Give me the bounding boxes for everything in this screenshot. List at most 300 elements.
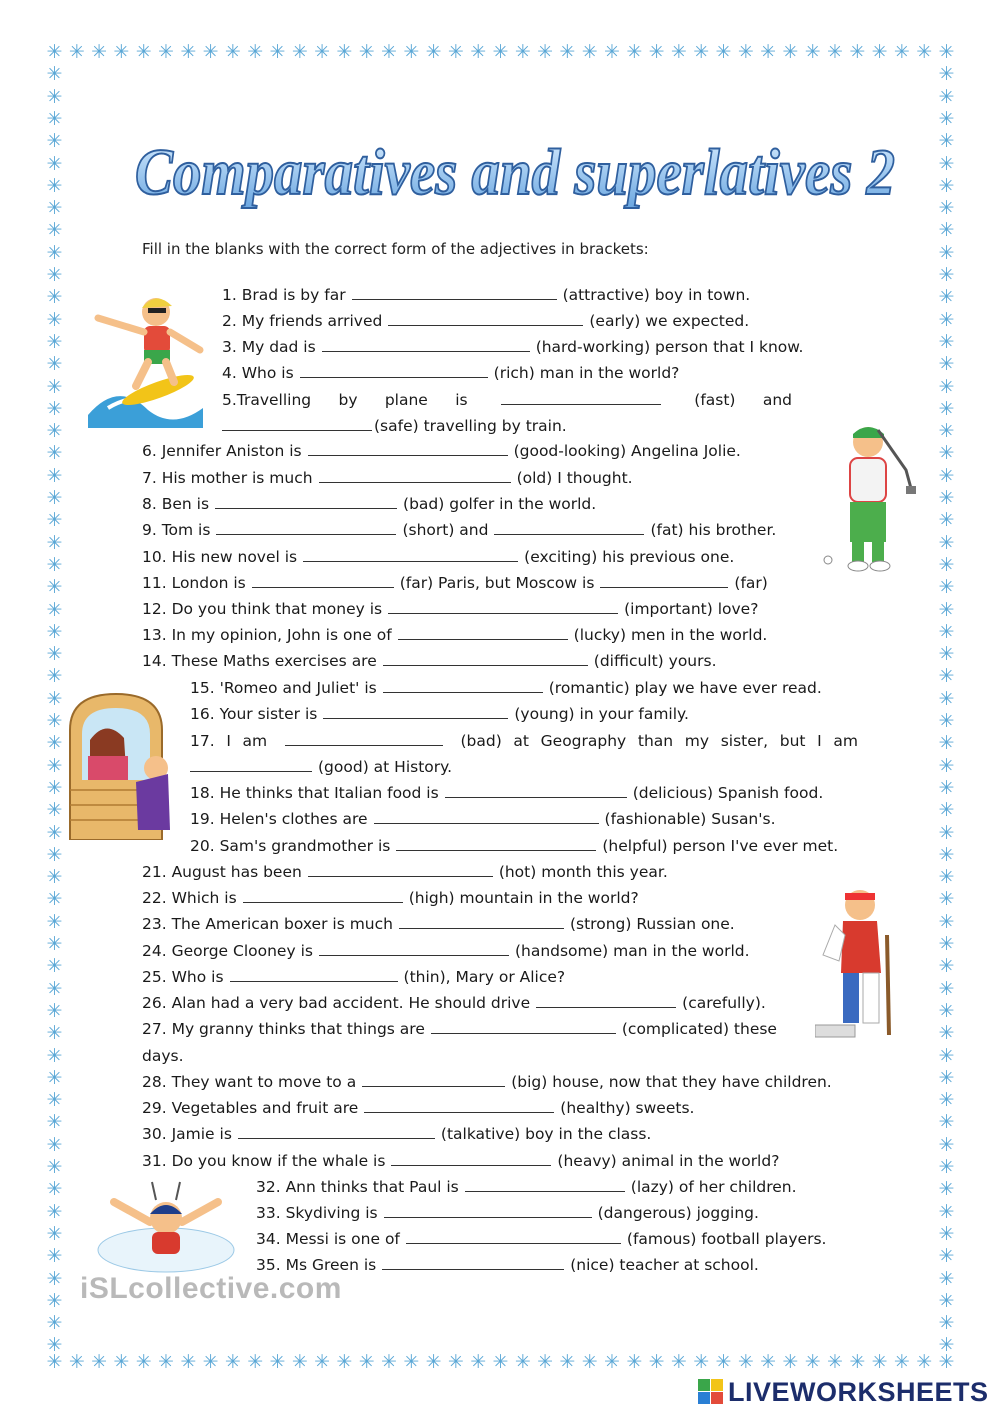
snowflake-icon: ✳: [737, 1351, 754, 1373]
snowflake-icon: ✳: [46, 710, 63, 732]
exercise-word: but: [779, 732, 806, 750]
exercise-text: 3. My dad is: [222, 338, 316, 356]
exercise-text: 32. Ann thinks that Paul is: [256, 1178, 459, 1196]
exercise-word: sister,: [720, 732, 769, 750]
exercise-text: (hard-working) person that I know.: [535, 338, 804, 356]
snowflake-icon: ✳: [871, 1351, 888, 1373]
snowflake-icon: ✳: [648, 1351, 665, 1373]
exercise-text: 24. George Clooney is: [142, 942, 313, 960]
snowflake-icon: ✳: [938, 308, 955, 331]
exercise-text: 12. Do you think that money is: [142, 600, 383, 618]
exercise-text: (dangerous) jogging.: [597, 1204, 759, 1222]
snowflake-icon: ✳: [269, 41, 286, 63]
answer-blank[interactable]: [406, 1229, 621, 1244]
snowflake-icon: ✳: [46, 174, 63, 197]
snowflake-icon: ✳: [46, 1200, 63, 1223]
snowflake-icon: ✳: [46, 776, 63, 799]
snowflake-icon: ✳: [46, 1245, 63, 1268]
snowflake-icon: ✳: [470, 41, 487, 63]
exercise-text: 18. He thinks that Italian food is: [190, 784, 439, 802]
exercise-text: 15. 'Romeo and Juliet' is: [190, 679, 377, 697]
exercise-word: I: [817, 732, 822, 750]
exercise-text: (important) love?: [624, 600, 759, 618]
exercise-text: (helpful) person I've ever met.: [602, 837, 839, 855]
snowflake-icon: ✳: [715, 41, 732, 63]
exercise-text: 28. They want to move to a: [142, 1073, 357, 1091]
snowflake-icon: ✳: [247, 41, 264, 63]
answer-blank[interactable]: [391, 1151, 551, 1166]
exercise-item-5-continued: [222, 416, 567, 436]
answer-blank[interactable]: [536, 993, 676, 1008]
snowflake-icon: ✳: [46, 999, 63, 1022]
exercise-item-12: [142, 599, 758, 619]
answer-blank[interactable]: [398, 625, 568, 640]
surfer-clipart: [78, 290, 208, 430]
answer-blank[interactable]: [431, 1019, 616, 1034]
exercise-item-17: [190, 731, 858, 751]
golfer-clipart: [818, 420, 923, 580]
exercise-text: 22. Which is: [142, 889, 237, 907]
snowflake-icon: ✳: [403, 1351, 420, 1373]
exercise-text: 2. My friends arrived: [222, 312, 383, 330]
snowflake-icon: ✳: [782, 1351, 799, 1373]
exercise-item-32: [256, 1177, 797, 1197]
snowflake-icon: ✳: [938, 1334, 955, 1357]
answer-blank[interactable]: [322, 337, 530, 352]
snowflake-icon: ✳: [492, 1351, 509, 1373]
snowflake-icon: ✳: [46, 264, 63, 286]
exercise-item-6: [142, 441, 741, 461]
exercise-text: (good) at History.: [318, 758, 453, 776]
exercise-item-25: [142, 967, 565, 987]
exercise-text: (old) I thought.: [516, 469, 633, 487]
snowflake-icon: ✳: [537, 1351, 554, 1373]
snowflake-icon: ✳: [938, 531, 955, 554]
exercise-item-33: [256, 1203, 759, 1223]
exercise-item-3: [222, 337, 803, 357]
exercise-item-27-continued: days.: [142, 1047, 184, 1065]
liveworksheets-logo-icon: [698, 1379, 724, 1405]
snowflake-icon: ✳: [670, 41, 687, 63]
exercise-word: my: [684, 732, 710, 750]
snowflake-icon: ✳: [938, 464, 955, 487]
exercise-item-11: [142, 573, 768, 593]
exercise-item-9: [142, 520, 776, 540]
snowflake-icon: ✳: [314, 1351, 331, 1373]
snowflake-icon: ✳: [46, 910, 63, 933]
snowflake-icon: ✳: [46, 509, 63, 532]
exercise-item-19: [190, 809, 776, 829]
liveworksheets-text: LIVEWORKSHEETS: [728, 1376, 989, 1407]
exercise-item-15: [190, 678, 822, 698]
snowflake-icon: ✳: [938, 1022, 955, 1045]
exercise-word: 17.: [190, 732, 215, 750]
exercise-text: (good-looking) Angelina Jolie.: [513, 442, 741, 460]
snowflake-icon: ✳: [804, 1351, 821, 1373]
snowflake-icon: ✳: [938, 375, 955, 398]
exercise-item-31: [142, 1151, 779, 1171]
exercise-word: (bad): [460, 732, 502, 750]
snowflake-icon: ✳: [247, 1351, 264, 1373]
exercise-text: (exciting) his previous one.: [524, 548, 735, 566]
answer-blank[interactable]: [374, 809, 599, 824]
snowflake-icon: ✳: [938, 241, 955, 264]
exercise-item-28: [142, 1072, 832, 1092]
answer-blank[interactable]: [285, 731, 443, 746]
snowflake-icon: ✳: [938, 264, 955, 286]
exercise-word: am: [833, 732, 858, 750]
exercise-text: (talkative) boy in the class.: [440, 1125, 652, 1143]
snowflake-icon: ✳: [938, 1200, 955, 1223]
snowflake-icon: ✳: [893, 41, 910, 63]
snowflake-icon: ✳: [938, 1312, 955, 1335]
answer-blank[interactable]: [319, 468, 511, 483]
snowflake-icon: ✳: [938, 1066, 955, 1089]
answer-blank[interactable]: [352, 285, 557, 300]
snowflake-icon: ✳: [938, 1351, 955, 1373]
snowflake-icon: ✳: [46, 732, 63, 755]
answer-blank[interactable]: [399, 914, 564, 929]
snowflake-icon: ✳: [670, 1351, 687, 1373]
snowflake-icon: ✳: [447, 41, 464, 63]
instructions: Fill in the blanks with the correct form of the adjectives in brackets:: [142, 240, 649, 258]
answer-blank[interactable]: [364, 1098, 554, 1113]
exercise-text: 6. Jennifer Aniston is: [142, 442, 302, 460]
snowflake-icon: ✳: [46, 286, 63, 309]
snowflake-icon: ✳: [46, 1133, 63, 1156]
snowflake-icon: ✳: [68, 41, 85, 63]
snowflake-icon: ✳: [938, 286, 955, 309]
exercise-word: (fast): [694, 391, 736, 409]
snowflake-icon: ✳: [916, 1351, 933, 1373]
snowflake-icon: ✳: [46, 821, 63, 844]
snowflake-icon: ✳: [693, 41, 710, 63]
snowflake-icon: ✳: [46, 130, 63, 153]
answer-blank[interactable]: [243, 888, 403, 903]
snowflake-icon: ✳: [938, 63, 955, 86]
exercise-item-34: [256, 1229, 826, 1249]
snowflake-icon: ✳: [425, 1351, 442, 1373]
snowflake-icon: ✳: [46, 1044, 63, 1067]
answer-blank[interactable]: [308, 441, 508, 456]
snowflake-icon: ✳: [46, 85, 63, 108]
answer-blank[interactable]: [308, 862, 493, 877]
answer-blank[interactable]: [238, 1124, 435, 1139]
snowflake-icon: ✳: [938, 955, 955, 978]
snowflake-icon: ✳: [938, 174, 955, 197]
snowflake-icon: ✳: [46, 330, 63, 353]
snowflake-icon: ✳: [938, 1089, 955, 1112]
snowflake-icon: ✳: [269, 1351, 286, 1373]
snowflake-icon: ✳: [291, 1351, 308, 1373]
exercise-text: 8. Ben is: [142, 495, 210, 513]
snowflake-icon: ✳: [938, 888, 955, 911]
exercise-text: (short) and: [402, 521, 489, 539]
snowflake-icon: ✳: [938, 687, 955, 710]
snowflake-icon: ✳: [938, 197, 955, 220]
snowflake-icon: ✳: [46, 955, 63, 978]
snowflake-icon: ✳: [827, 41, 843, 63]
snowflake-icon: ✳: [46, 843, 63, 866]
snowflake-icon: ✳: [938, 1222, 955, 1245]
exercise-text: (lazy) of her children.: [630, 1178, 797, 1196]
exercise-text: (carefully).: [682, 994, 766, 1012]
snowflake-icon: ✳: [425, 41, 442, 63]
exercise-item-18: [190, 783, 823, 803]
exercise-item-29: [142, 1098, 694, 1118]
snowflake-icon: ✳: [938, 821, 955, 844]
worksheet-title: [120, 112, 910, 222]
snowflake-icon: ✳: [760, 41, 777, 63]
snowflake-icon: ✳: [938, 397, 955, 420]
answer-blank[interactable]: [501, 390, 661, 405]
snowflake-icon: ✳: [760, 1351, 777, 1373]
exercise-text: (far): [734, 574, 768, 592]
snowflake-icon: ✳: [804, 41, 821, 63]
snowflake-icon: ✳: [938, 910, 955, 933]
snowflake-icon: ✳: [291, 41, 308, 63]
snowflake-icon: ✳: [46, 1156, 63, 1178]
exercise-item-20: [190, 836, 838, 856]
answer-blank[interactable]: [383, 678, 543, 693]
exercise-item-1: [222, 285, 750, 305]
snowflake-icon: ✳: [938, 41, 955, 63]
answer-blank[interactable]: [388, 599, 618, 614]
exercise-item-24: [142, 941, 750, 961]
snowflake-icon: ✳: [46, 665, 63, 688]
snowflake-icon: ✳: [849, 1351, 866, 1373]
snowflake-icon: ✳: [938, 152, 955, 175]
snowflake-icon: ✳: [938, 553, 955, 576]
snowflake-icon: ✳: [224, 1351, 241, 1373]
title-graphic: [120, 112, 910, 222]
answer-blank[interactable]: [384, 1203, 592, 1218]
snowflake-icon: ✳: [938, 130, 955, 153]
snowflake-icon: ✳: [46, 219, 63, 242]
snowflake-icon: ✳: [514, 1351, 531, 1373]
snowflake-icon: ✳: [827, 1351, 843, 1373]
snowflake-icon: ✳: [46, 464, 63, 487]
liveworksheets-brand: [698, 1376, 989, 1408]
snowflake-icon: ✳: [180, 1351, 197, 1373]
snowflake-icon: ✳: [938, 598, 955, 621]
snowflake-icon: ✳: [358, 41, 375, 63]
snowflake-icon: ✳: [938, 1267, 955, 1290]
exercise-text: 34. Messi is one of: [256, 1230, 400, 1248]
snowflake-icon: ✳: [46, 1022, 63, 1045]
snowflake-icon: ✳: [938, 107, 955, 130]
exercise-item-7: [142, 468, 633, 488]
snowflake-icon: ✳: [46, 598, 63, 621]
exercise-item-13: [142, 625, 767, 645]
exercise-text: 30. Jamie is: [142, 1125, 232, 1143]
snowflake-icon: ✳: [782, 41, 799, 63]
snowflake-icon: ✳: [381, 1351, 397, 1373]
answer-blank[interactable]: [252, 573, 394, 588]
answer-blank[interactable]: [303, 547, 518, 562]
exercise-text: 31. Do you know if the whale is: [142, 1152, 386, 1170]
exercise-item-10: [142, 547, 734, 567]
exercise-text: 9. Tom is: [142, 521, 211, 539]
snowflake-icon: ✳: [46, 1222, 63, 1245]
exercise-item-23: [142, 914, 735, 934]
snowflake-icon: ✳: [46, 152, 63, 175]
exercise-text: 1. Brad is by far: [222, 286, 346, 304]
exercise-item-21: [142, 862, 668, 882]
snowflake-icon: ✳: [938, 1133, 955, 1156]
snowflake-icon: ✳: [938, 999, 955, 1022]
answer-blank[interactable]: [388, 311, 583, 326]
snowflake-icon: ✳: [938, 776, 955, 799]
snowflake-icon: ✳: [403, 41, 420, 63]
exercise-item-4: [222, 363, 679, 383]
exercise-text: (handsome) man in the world.: [514, 942, 750, 960]
exercise-word: and: [762, 391, 792, 409]
snowflake-icon: ✳: [938, 509, 955, 532]
exercise-text: 25. Who is: [142, 968, 224, 986]
snowflake-icon: ✳: [46, 687, 63, 710]
snowflake-icon: ✳: [46, 420, 63, 443]
exercise-text: (nice) teacher at school.: [570, 1256, 759, 1274]
exercise-text: 27. My granny thinks that things are: [142, 1020, 425, 1038]
answer-blank[interactable]: [600, 573, 728, 588]
exercise-text: 4. Who is: [222, 364, 294, 382]
snowflake-icon: ✳: [46, 197, 63, 220]
snowflake-icon: ✳: [938, 843, 955, 866]
snowflake-icon: ✳: [336, 1351, 353, 1373]
exercise-item-8: [142, 494, 596, 514]
snowflake-icon: ✳: [91, 41, 108, 63]
exercise-text: (early) we expected.: [589, 312, 750, 330]
snowflake-icon: ✳: [46, 1312, 63, 1335]
snowflake-icon: ✳: [648, 41, 665, 63]
answer-blank[interactable]: [216, 520, 396, 535]
injured-boy-clipart: [815, 885, 910, 1045]
answer-blank[interactable]: [190, 757, 312, 772]
snowflake-icon: ✳: [938, 933, 955, 955]
exercise-item-17-continued: [190, 757, 452, 777]
snowflake-icon: ✳: [604, 1351, 620, 1373]
exercise-text: 35. Ms Green is: [256, 1256, 377, 1274]
exercise-text: 21. August has been: [142, 863, 302, 881]
snowflake-icon: ✳: [46, 977, 63, 1000]
snowflake-icon: ✳: [916, 41, 933, 63]
snowflake-icon: ✳: [581, 1351, 598, 1373]
answer-blank[interactable]: [300, 363, 488, 378]
snowflake-icon: ✳: [158, 41, 174, 63]
snowflake-icon: ✳: [938, 1178, 955, 1201]
snowflake-icon: ✳: [46, 1289, 63, 1312]
snowflake-icon: ✳: [626, 1351, 643, 1373]
exercise-text: (fashionable) Susan's.: [604, 810, 776, 828]
answer-blank[interactable]: [445, 783, 627, 798]
snowflake-icon: ✳: [514, 41, 531, 63]
snowflake-icon: ✳: [180, 41, 197, 63]
watermark-text: iSLcollective.com: [80, 1272, 342, 1305]
exercise-item-22: [142, 888, 639, 908]
answer-blank[interactable]: [362, 1072, 505, 1087]
answer-blank[interactable]: [215, 494, 397, 509]
answer-blank[interactable]: [383, 651, 588, 666]
snowflake-icon: ✳: [626, 41, 643, 63]
answer-blank[interactable]: [319, 941, 509, 956]
snowflake-icon: ✳: [715, 1351, 732, 1373]
snowflake-icon: ✳: [113, 1351, 130, 1373]
snowflake-icon: ✳: [470, 1351, 487, 1373]
exercise-word: by: [338, 391, 358, 409]
exercise-item-5: [222, 390, 792, 410]
skydiver-clipart: [96, 1180, 236, 1280]
exercise-text: 13. In my opinion, John is one of: [142, 626, 392, 644]
snowflake-icon: ✳: [158, 1351, 174, 1373]
snowflake-icon: ✳: [938, 665, 955, 688]
snowflake-icon: ✳: [46, 888, 63, 911]
exercise-item-26: [142, 993, 766, 1013]
answer-blank[interactable]: [465, 1177, 625, 1192]
snowflake-icon: ✳: [46, 933, 63, 955]
answer-blank[interactable]: [222, 416, 372, 431]
answer-blank[interactable]: [230, 967, 398, 982]
exercise-item-27: [142, 1019, 777, 1039]
exercise-text: (healthy) sweets.: [560, 1099, 695, 1117]
snowflake-icon: ✳: [46, 442, 63, 465]
snowflake-icon: ✳: [68, 1351, 85, 1373]
snowflake-icon: ✳: [46, 799, 63, 822]
exercise-text: (complicated) these: [621, 1020, 777, 1038]
snowflake-icon: ✳: [938, 866, 955, 889]
snowflake-icon: ✳: [224, 41, 241, 63]
exercise-word: than: [637, 732, 674, 750]
exercise-text: (difficult) yours.: [593, 652, 717, 670]
snowflake-icon: ✳: [46, 375, 63, 398]
exercise-text: 14. These Maths exercises are: [142, 652, 377, 670]
answer-blank[interactable]: [396, 836, 596, 851]
snowflake-icon: ✳: [336, 41, 353, 63]
snowflake-icon: ✳: [581, 41, 598, 63]
snowflake-icon: ✳: [938, 620, 955, 643]
snowflake-icon: ✳: [938, 977, 955, 1000]
exercise-text: 11. London is: [142, 574, 246, 592]
snowflake-icon: ✳: [938, 1245, 955, 1268]
snowflake-icon: ✳: [46, 1178, 63, 1201]
snowflake-icon: ✳: [893, 1351, 910, 1373]
snowflake-icon: ✳: [871, 41, 888, 63]
snowflake-icon: ✳: [447, 1351, 464, 1373]
snowflake-icon: ✳: [91, 1351, 108, 1373]
snowflake-icon: ✳: [938, 219, 955, 242]
answer-blank[interactable]: [382, 1255, 564, 1270]
exercise-word: is: [455, 391, 468, 409]
snowflake-icon: ✳: [537, 41, 554, 63]
snowflake-icon: ✳: [46, 1111, 63, 1134]
exercise-text: 10. His new novel is: [142, 548, 298, 566]
snowflake-icon: ✳: [46, 553, 63, 576]
snowflake-icon: ✳: [938, 1156, 955, 1178]
exercise-text: 7. His mother is much: [142, 469, 313, 487]
snowflake-icon: ✳: [46, 107, 63, 130]
exercise-text: (big) house, now that they have children.: [511, 1073, 832, 1091]
snowflake-icon: ✳: [938, 1044, 955, 1067]
snowflake-icon: ✳: [46, 241, 63, 264]
exercise-text: (hot) month this year.: [498, 863, 668, 881]
answer-blank[interactable]: [323, 704, 508, 719]
exercise-text: (strong) Russian one.: [569, 915, 735, 933]
exercise-text: (lucky) men in the world.: [573, 626, 768, 644]
snowflake-icon: ✳: [46, 620, 63, 643]
exercise-text: (famous) football players.: [626, 1230, 827, 1248]
snowflake-icon: ✳: [849, 41, 866, 63]
answer-blank[interactable]: [494, 520, 644, 535]
